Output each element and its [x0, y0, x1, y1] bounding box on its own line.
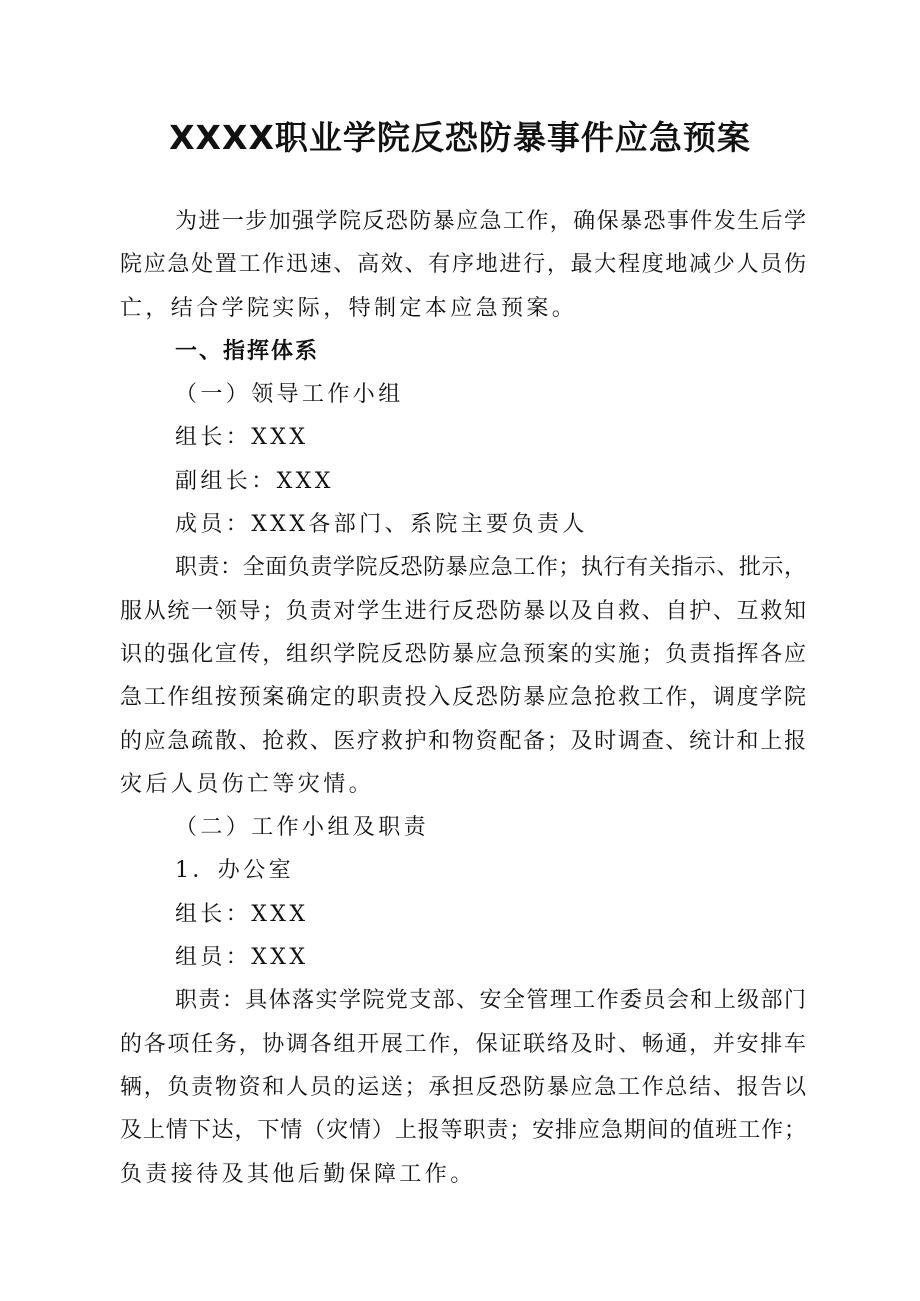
duties-line: 服从统一领导；负责对学生进行反恐防暴以及自救、自护、互救知: [120, 598, 806, 624]
members-line: 组员：XXX: [175, 945, 309, 971]
subsection-heading: （二）工作小组及职责: [175, 815, 430, 841]
office-heading: 1．办公室: [175, 858, 294, 884]
duties-line: 负责接待及其他后勤保障工作。: [120, 1161, 476, 1187]
intro-line: 院应急处置工作迅速、高效、有序地进行，最大程度地减少人员伤: [120, 252, 806, 278]
document-body: [120, 200, 806, 1196]
duties-line: 灾后人员伤亡等灾情。: [120, 771, 375, 797]
section-heading: 一、指挥体系: [175, 338, 320, 364]
duties-line: 的各项任务，协调各组开展工作，保证联络及时、畅通，并安排车: [120, 1031, 806, 1057]
duties-line: 辆，负责物资和人员的运送；承担反恐防暴应急工作总结、报告以: [120, 1074, 806, 1100]
deputy-line: 副组长：XXX: [175, 468, 334, 494]
duties-line: 职责：具体落实学院党支部、安全管理工作委员会和上级部门: [175, 988, 806, 1014]
document-title: XXXX职业学院反恐防暴事件应急预案: [169, 118, 751, 157]
duties-line: 识的强化宣传，组织学院反恐防暴应急预案的实施；负责指挥各应: [120, 641, 806, 667]
duties-line: 急工作组按预案确定的职责投入反恐防暴应急抢救工作，调度学院: [120, 685, 806, 711]
intro-line: 为进一步加强学院反恐防暴应急工作，确保暴恐事件发生后学: [175, 209, 806, 234]
leader-line: 组长：XXX: [175, 901, 309, 927]
members-line: 成员：XXX各部门、系院主要负责人: [175, 512, 588, 538]
subsection-heading: （一）领导工作小组: [175, 382, 404, 408]
duties-line: 职责：全面负责学院反恐防暴应急工作；执行有关指示、批示，: [175, 555, 806, 581]
intro-line: 亡，结合学院实际，特制定本应急预案。: [120, 295, 578, 321]
duties-line: 及上情下达，下情（灾情）上报等职责；安排应急期间的值班工作；: [120, 1118, 806, 1144]
duties-line: 的应急疏散、抢救、医疗救护和物资配备；及时调查、统计和上报: [120, 728, 806, 754]
leader-line: 组长：XXX: [175, 425, 309, 451]
